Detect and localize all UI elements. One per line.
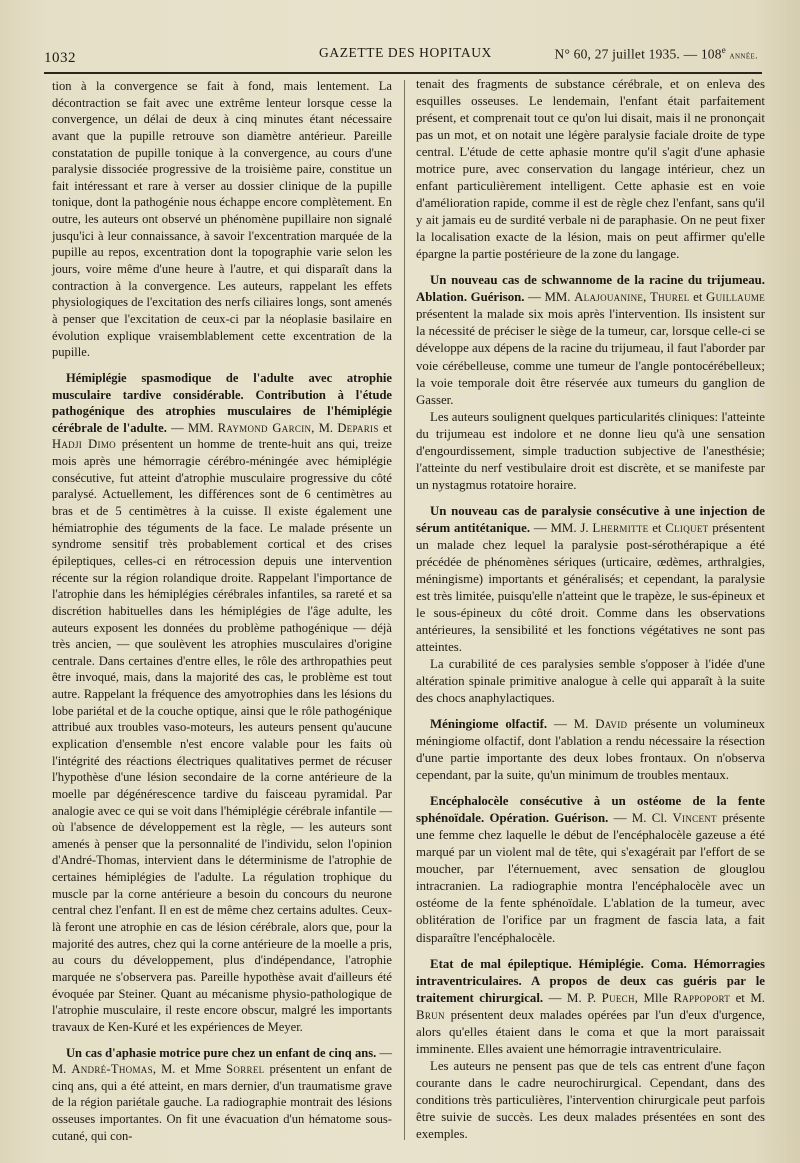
page-number: 1032 <box>44 50 76 66</box>
meningioma-title: Méningiome olfactif. <box>430 717 548 732</box>
text-run: — M. Cl. <box>608 811 673 826</box>
author-lhermitte: Lhermitte <box>592 520 649 535</box>
text-run: — MM. <box>166 420 218 435</box>
hemiplegia-body: présentent un homme de trente-huit ans qui, treize mois après une hémorragie cérébro-méningée avec hémiplégie consécutive, fut atteint d'atrophie musculaire progressive du côté paralysé. Actuellement, les différences sont de 6 centimètres au bras et de 5 centimètres à la cuisse. Il existe également une hémiatrophie des téguments de la face. Le malade présente un syndrome sensitif très probablement cortical et des crises épileptiques, celles-ci en rétrocession depuis une intervention récente sur la région rolandique droite. Rappelant l'importance de l'atrophie dans les hémiplégies cérébrales infantiles, sa rareté et sa discrétion habituelles dans les hémiplégies de l'âge adulte, les auteurs exposent les données du problème pathogénique — déjà très ancien, — que soulèvent les atrophies musculaires d'origine centrale. Dans certaines d'entre elles, le rôle des arthropathies peut être invoqué, mais, dans la majorité des cas, le problème est tout autre. Rappelant la fréquence des amyotrophies dans les lésions du lobe pariétal et de la couche optique, ainsi que le rôle pathogénique attribué aux troubles vaso-moteurs, les auteurs pensent qu'aucune explication d'ensemble n'est encore valable pour les faits où l'intégrité des réactions électriques qualitatives permet de récuser l'hypothèse d'une lésion secondaire de la corne antérieure de la moelle par dégénérescence tardive du faisceau pyramidal. Par analogie avec ce qui se voit dans l'hémiplégie cérébrale infantile — où l'absence de développement est la règle, — les auteurs sont amenés à penser que la personnalité de l'individu, selon l'opinion d'André-Thomas, intervient dans le déterminisme de l'atrophie de certaines hémiplégies de l'adulte. La régulation trophique du muscle par la corne antérieure a besoin du concours du neurone central chez l'enfant. Il en est de même chez certains adultes. Ceux-là feront une atrophie en cas de lésion cérébrale, alors que, pour la majorité des autres, chez qui la corne antérieure de la moelle a pris, au cours du développement, plus d'indépendance, l'atrophie marquée ne s'observera pas. Pareille hypothèse avait d'ailleurs été évoquée par Steiner. Quant au mécanisme physio-pathologique de l'atrophie musculaire, il reste encore obscur, malgré les importants travaux de Ken-Kuré et les expériences de Meyer. <box>52 437 392 1034</box>
issue-superscript: e <box>721 45 726 55</box>
text-run: , M. et Mme <box>152 1062 227 1077</box>
encephalocele-section <box>416 793 765 946</box>
text-run: — M. P. <box>543 990 602 1005</box>
aphasia-continuation: tenait des fragments de substance cérébrale, et on enleva des esquilles osseuses. Le lendemain, l'enfant était parfaitement présent, et comprenait tout ce qu'on lui disait, mais il ne prononçait pas un mot, et on notait une légère paralysie faciale droite de type central. L'étude de cette aphasie montre qu'il s'agit d'une aphasie motrice pure, avec conservation du langage intérieur, chez un enfant particulièrement intelligent. Cette aphasie est en voie d'amélioration rapide, comme il est de règle chez l'enfant, sans qu'il y ait jamais eu de surdité verbale ni de paraphasie. On ne peut fixer la localisation exacte de la lésion, mais on peut affirmer qu'elle épargne la partie postérieure de la zone du langage. <box>416 77 765 262</box>
author-cliquet: Cliquet <box>665 520 709 535</box>
text-run: , Mlle <box>634 990 674 1005</box>
text-run: et <box>378 420 392 435</box>
author-rappoport: Rappoport <box>673 990 731 1005</box>
right-column <box>416 76 765 1143</box>
author-david: David <box>595 717 628 732</box>
hemiplegia-title: Hémiplégie spasmodique de l'adulte avec atrophie musculaire tardive considérable. Contribution à l'étude pathogénique des atrophies musculaires de l'hémiplégie cérébrale de l'adulte. <box>52 370 392 435</box>
author-garcin: Raymond Garcin <box>217 420 312 435</box>
author-andre-thomas: André-Thomas <box>71 1062 153 1077</box>
author-sorrel: Sorrel <box>226 1062 265 1077</box>
paralysis-body: présentent un malade chez lequel la paralysie post-sérothérapique a été précédée de phénomènes sériques (urticaire, œdèmes, arthralgies, méningisme) importants et généralisés; et cependant, la paralysie est très limitée, puisqu'elle n'atteint que le trapèze, le sus-épineux et le sous-épineux du côté droit. Comme dans les observations antérieures, la sensibilité et les fonctions végétatives ne sont pas atteintes. <box>416 520 765 654</box>
schwannoma-section <box>416 272 765 408</box>
issue-info <box>555 45 758 63</box>
author-deparis: Deparis <box>337 420 379 435</box>
author-puech: Puech <box>601 990 635 1005</box>
meningioma-body: présente un volumineux méningiome olfactif, dont l'ablation a rendu nécessaire la résection d'une partie importante des deux lobes frontaux. On n'observa cependant, par la suite, qu'un minimum de troubles mentaux. <box>416 717 765 783</box>
author-dimo: Hadji Dimo <box>52 437 116 452</box>
text-run: — MM. J. <box>530 520 593 535</box>
author-vincent: Vincent <box>672 811 717 826</box>
text-run: et <box>689 290 707 305</box>
author-brun: Brun <box>416 1007 445 1022</box>
text-run: , M. <box>311 420 338 435</box>
epilepsy-section <box>416 956 765 1058</box>
column-divider <box>404 80 405 1140</box>
aphasia-title: Un cas d'aphasie motrice pure chez un enfant de cinq ans. <box>66 1045 377 1060</box>
encephalocele-body: présente une femme chez laquelle le début de l'encéphalocèle gazeuse a été marqué par un violent mal de tête, qui s'exagérait par l'effort de se moucher, par l'éternuement, avec sensation de glouglou intracranien. La radiographie montra l'encéphalocèle avec un ostéome de la fente sphénoïdale. L'ablation de la tumeur, avec oblitération de l'orifice par un fragment de fascia lata, a fait disparaître l'encéphalocèle. <box>416 811 765 945</box>
page-header <box>44 40 762 74</box>
epilepsy-paragraph-2: Les auteurs ne pensent pas que de tels cas entrent d'une façon courante dans le cadre neurochirurgical. Cependant, dans des conditions très particulières, l'intervention chirurgicale peut parfois être suivie de succès. Les deux malades présentées en sont des exemples. <box>416 1058 765 1141</box>
encephalocele-title: Encéphalocèle consécutive à un ostéome de la fente sphénoïdale. Opération. Guérison. <box>416 794 765 826</box>
issue-date: N° 60, 27 juillet 1935. — 108 <box>554 46 722 62</box>
epilepsy-title: Etat de mal épileptique. Hémiplégie. Coma. Hémorragies intraventriculaires. A propos de deux cas guéris par le traitement chirurgical. <box>416 956 765 1005</box>
issue-year-label: année. <box>729 51 758 62</box>
text-run: et <box>648 520 666 535</box>
schwannoma-body: présentent la malade six mois après l'intervention. Ils insistent sur la nécessité de préciser le siège de la tumeur, car, lorsque celle-ci se développe aux dépens de la racine du trijumeau, il faut l'aborder par voie cérébelleuse, comme une tumeur de l'angle pontocérébelleux; la voie temporale doit être réservée aux tumeurs du ganglion de Gasser. <box>416 307 765 407</box>
paralysis-title: Un nouveau cas de paralysie consécutive à une injection de sérum antitétanique. <box>416 503 765 535</box>
text-run: — M. <box>52 1045 392 1077</box>
paralysis-section <box>416 503 765 656</box>
schwannoma-paragraph-2: Les auteurs soulignent quelques particularités cliniques: l'atteinte du trijumeau est indolore et ne donne lieu qu'à une sensation d'engourdissement, simple traduction subjective de l'anesthésie; l'atteinte du nerf vestibulaire droit est discrète, et se manifeste par un nystagmus rotatoire horaire. <box>416 409 765 492</box>
journal-title: GAZETTE DES HOPITAUX <box>319 45 492 60</box>
text-run: — MM. <box>524 290 575 305</box>
schwannoma-title: Un nouveau cas de schwannome de la racine du trijumeau. Ablation. Guérison. <box>416 273 765 305</box>
text-run: et M. <box>730 990 766 1005</box>
aphasia-body: présentent un enfant de cinq ans, qui a été atteint, en mars dernier, d'un traumatisme grave de la région pariétale gauche. La radiographie montrait des lésions osseuses importantes. On fit une évacuation d'un hématome sous-cutané, qui con- <box>52 1062 392 1143</box>
meningioma-section <box>416 716 765 784</box>
text-run: , <box>643 290 650 305</box>
paralysis-paragraph-2: La curabilité de ces paralysies semble s'opposer à l'idée d'une altération spinale primitive analogue à celle qui apparaît à la suite des chocs anaphylactiques. <box>416 657 765 706</box>
aphasia-section <box>52 1045 392 1145</box>
author-thurel: Thurel <box>649 290 690 305</box>
hemiplegia-section <box>52 370 392 1036</box>
author-alajouanine: Alajouanine <box>574 290 644 305</box>
text-run: — M. <box>547 717 596 732</box>
author-guillaume: Guillaume <box>706 290 765 305</box>
left-column <box>52 78 392 1144</box>
pupil-paragraph: tion à la convergence se fait à fond, mais lentement. La décontraction se fait avec une extrême lenteur lorsque cesse la convergence, un délai de deux à cinq minutes étant nécessaire avant que la pupille retrouve son diamètre antérieur. Pareille constatation de pupille tonique à la convergence, au cours d'une paralysie dissociée progressive de la troisième paire, constitue un fait intéressant et rare à verser au dossier clinique de la pupille tonique, dont la pathogénie nous échappe encore complètement. En outre, les auteurs ont observé un phénomène pupillaire non signalé jusqu'ici à leur connaissance, à savoir l'excentration marquée de la pupille au repos, excentration dont la topographie varie selon les jours, voire même d'une heure à l'autre, et qui disparaît dans la contraction à la convergence. Les auteurs, rappelant les effets physiologiques de l'excitation des nerfs ciliaires longs, sont amenés à penser que l'excitation de ceux-ci par la néoplasie basilaire en évolution explique vraisemblablement cette excentration de la pupille. <box>52 79 392 360</box>
epilepsy-body: présentent deux malades opérées par l'un d'eux d'urgence, alors qu'elles étaient dans le coma et que la mort paraissait imminente. Elles avaient une hémorragie intraventriculaire. <box>416 1007 765 1056</box>
